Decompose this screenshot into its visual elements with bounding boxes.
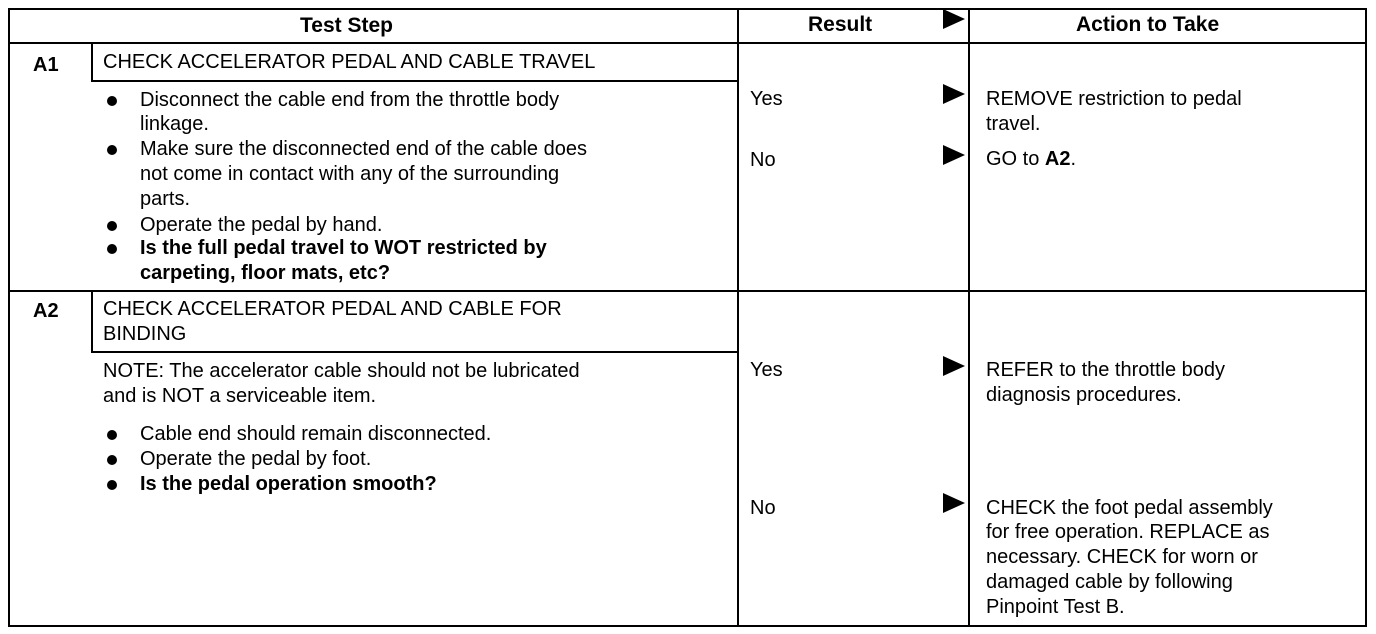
bullet-icon <box>107 96 117 106</box>
table-border-right <box>1365 8 1367 627</box>
a1-bullet-2-line-2: not come in contact with any of the surrounding <box>140 163 560 185</box>
a1-bullet-2-line-3: parts. <box>140 188 191 210</box>
a1-bullet-1-line-2: linkage. <box>140 113 209 135</box>
step-a2-title-line-1: CHECK ACCELERATOR PEDAL AND CABLE FOR <box>103 298 562 320</box>
a2-action-no-line-3: necessary. CHECK for worn or <box>986 546 1258 568</box>
step-a2-id: A2 <box>33 300 59 322</box>
table-border-bottom <box>8 625 1367 627</box>
a1-bullet-3: Operate the pedal by hand. <box>140 214 383 236</box>
a1-action-no-suffix: . <box>1070 148 1077 170</box>
bullet-icon <box>107 430 117 440</box>
column-divider-step-result <box>737 8 739 627</box>
bullet-icon <box>107 221 117 231</box>
a1-result-no: No <box>750 149 776 171</box>
a1-id-divider <box>91 42 93 82</box>
a1-action-yes-line-2: travel. <box>986 113 1041 135</box>
bullet-icon <box>107 145 117 155</box>
a1-bullet-1-line-1: Disconnect the cable end from the throttle body <box>140 89 560 111</box>
header-divider <box>8 42 1367 44</box>
header-arrow-icon <box>943 9 965 29</box>
result-arrow-icon <box>943 145 965 165</box>
step-a1-title: CHECK ACCELERATOR PEDAL AND CABLE TRAVEL <box>103 51 596 73</box>
a2-action-no-line-5: Pinpoint Test B. <box>986 596 1125 618</box>
result-arrow-icon <box>943 493 965 513</box>
a1-result-yes: Yes <box>750 88 783 110</box>
step-a2-title-line-2: BINDING <box>103 323 187 345</box>
a2-bullet-3: Is the pedal operation smooth? <box>140 473 437 495</box>
a2-result-yes: Yes <box>750 359 783 381</box>
a1-bullet-2-line-1: Make sure the disconnected end of the cable does <box>140 138 587 160</box>
a2-action-yes-line-1: REFER to the throttle body <box>986 359 1226 381</box>
a1-action-yes-line-1: REMOVE restriction to pedal <box>986 88 1242 110</box>
header-test-step: Test Step <box>300 14 393 37</box>
table-border-left <box>8 8 10 627</box>
a2-result-no: No <box>750 497 776 519</box>
a1-title-underline <box>91 80 737 82</box>
column-divider-result-action <box>968 8 970 627</box>
a1-action-no-ref: A2 <box>1044 148 1071 170</box>
a1-action-no-prefix: GO to <box>986 148 1045 170</box>
a2-bullet-1: Cable end should remain disconnected. <box>140 423 492 445</box>
bullet-icon <box>107 244 117 254</box>
a2-title-underline <box>91 351 737 353</box>
result-arrow-icon <box>943 356 965 376</box>
a2-action-no-line-4: damaged cable by following <box>986 571 1233 593</box>
bullet-icon <box>107 455 117 465</box>
a2-id-divider <box>91 290 93 353</box>
a1-bullet-4-line-2: carpeting, floor mats, etc? <box>140 262 391 284</box>
a2-action-no-line-2: for free operation. REPLACE as <box>986 521 1270 543</box>
a2-note-line-1: NOTE: The accelerator cable should not be lubricated <box>103 360 580 382</box>
a2-action-yes-line-2: diagnosis procedures. <box>986 384 1182 406</box>
a2-note-line-2: and is NOT a serviceable item. <box>103 385 377 407</box>
a2-bullet-2: Operate the pedal by foot. <box>140 448 372 470</box>
a2-action-no-line-1: CHECK the foot pedal assembly <box>986 497 1273 519</box>
table-border-top <box>8 8 1367 10</box>
bullet-icon <box>107 480 117 490</box>
step-a1-id: A1 <box>33 54 59 76</box>
result-arrow-icon <box>943 84 965 104</box>
a1-action-no <box>986 147 1076 172</box>
header-action: Action to Take <box>1076 13 1220 36</box>
a1-bullet-4-line-1: Is the full pedal travel to WOT restricted by <box>140 237 547 259</box>
header-result: Result <box>808 13 873 36</box>
row-divider-a1-a2 <box>8 290 1367 292</box>
